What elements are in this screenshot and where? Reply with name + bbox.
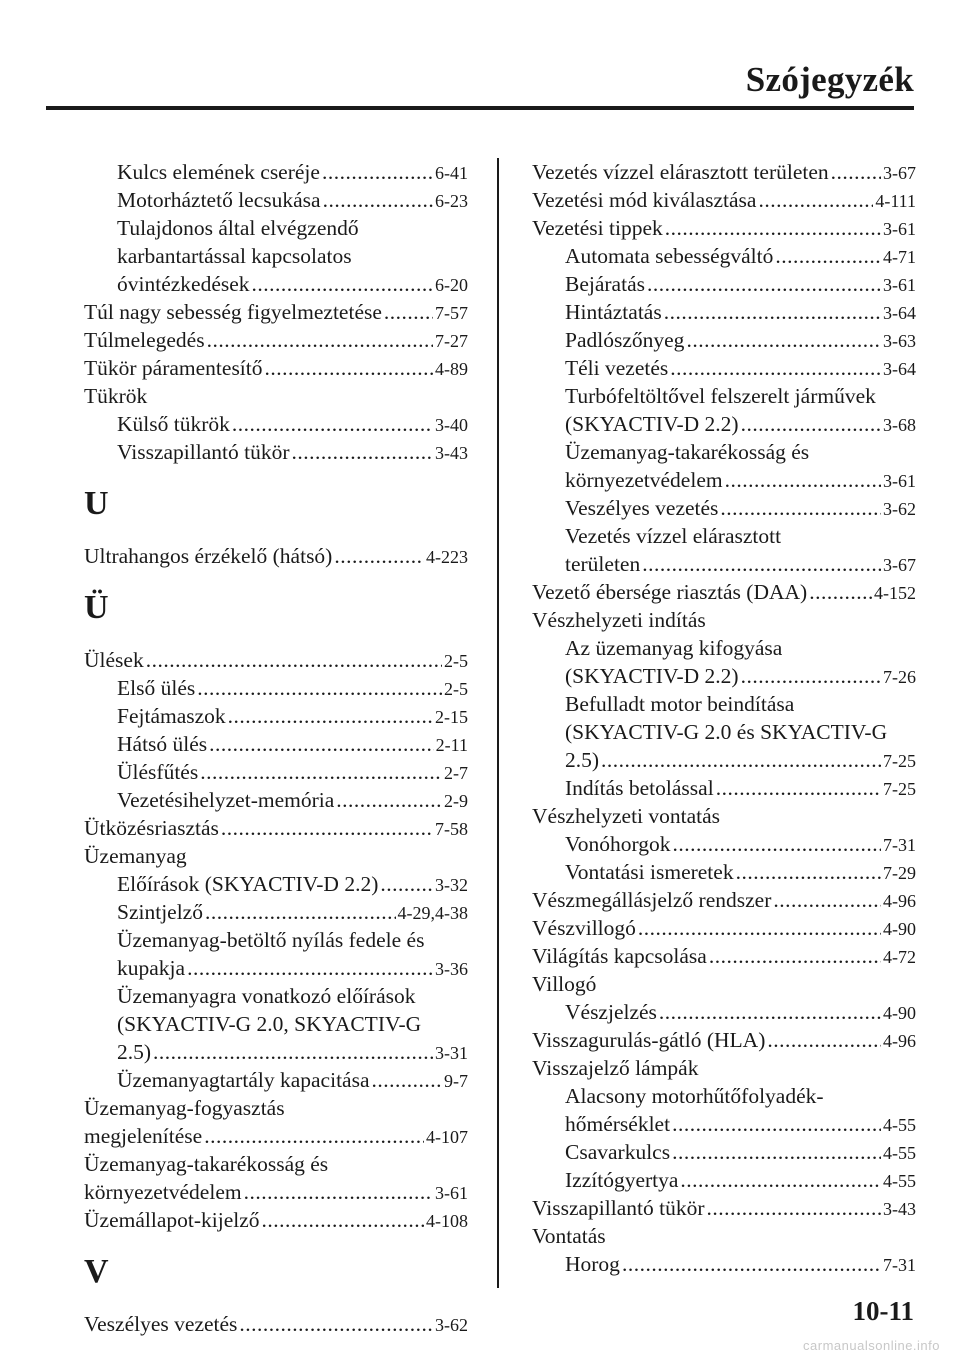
entry-page-ref: 6-41 xyxy=(435,163,468,183)
dot-leader xyxy=(336,786,442,814)
index-entry xyxy=(84,410,468,438)
index-entry xyxy=(532,998,916,1026)
dot-leader xyxy=(659,998,881,1026)
entry-label: hőmérséklet xyxy=(565,1112,671,1136)
dot-leader xyxy=(146,646,442,674)
index-entry xyxy=(84,1122,468,1150)
entry-page-ref: 3-64 xyxy=(883,303,916,323)
dot-leader xyxy=(372,1066,443,1094)
dot-leader xyxy=(197,674,442,702)
dot-leader xyxy=(187,954,433,982)
entry-page-ref: 2-5 xyxy=(444,679,468,699)
entry-page-ref: 3-67 xyxy=(883,163,916,183)
index-heading: Tükrök xyxy=(84,384,148,408)
column-divider xyxy=(497,158,499,1288)
entry-label: megjelenítése xyxy=(84,1124,203,1148)
index-entry xyxy=(532,746,916,774)
index-entry xyxy=(84,542,468,570)
dot-leader xyxy=(200,758,442,786)
index-entry xyxy=(532,662,916,690)
entry-label: óvintézkedések xyxy=(117,272,250,296)
entry-label: Automata sebességváltó xyxy=(565,244,774,268)
index-heading: karbantartással kapcsolatos xyxy=(117,244,352,268)
entry-label: Izzítógyertya xyxy=(565,1168,679,1192)
entry-page-ref: 3-36 xyxy=(435,959,468,979)
dot-leader xyxy=(204,1122,424,1150)
index-entry xyxy=(532,914,916,942)
entry-page-ref: 7-25 xyxy=(883,751,916,771)
entry-page-ref: 2-5 xyxy=(444,651,468,671)
entry-page-ref: 4-96 xyxy=(883,1031,916,1051)
entry-label: Ultrahangos érzékelő (hátsó) xyxy=(84,544,333,568)
entry-label: környezetvédelem xyxy=(565,468,723,492)
index-heading: Üzemanyagra vonatkozó előírások xyxy=(117,984,416,1008)
entry-label: Ütközésriasztás xyxy=(84,816,219,840)
dot-leader xyxy=(673,830,881,858)
header-rule xyxy=(46,106,914,110)
dot-leader xyxy=(670,354,881,382)
dot-leader xyxy=(323,186,433,214)
entry-page-ref: 2-11 xyxy=(435,735,468,755)
index-entry xyxy=(532,1166,916,1194)
dot-leader xyxy=(672,1110,881,1138)
page-title: Szójegyzék xyxy=(745,60,914,99)
entry-label: Vezetési tippek xyxy=(532,216,663,240)
entry-page-ref: 2-9 xyxy=(444,791,468,811)
index-entry xyxy=(532,550,916,578)
entry-label: Túl nagy sebesség figyelmeztetése xyxy=(84,300,382,324)
index-entry xyxy=(84,702,468,730)
entry-page-ref: 3-43 xyxy=(435,443,468,463)
entry-label: Első ülés xyxy=(117,676,196,700)
index-entry xyxy=(84,158,468,186)
entry-label: Hátsó ülés xyxy=(117,732,208,756)
index-entry xyxy=(532,1026,916,1054)
index-entry xyxy=(84,438,468,466)
watermark: carmanualsonline.info xyxy=(803,1338,940,1353)
index-heading: Alacsony motorhűtőfolyadék- xyxy=(565,1084,824,1108)
index-entry xyxy=(532,578,916,606)
index-entry xyxy=(532,214,916,242)
entry-label: Üzemállapot-kijelző xyxy=(84,1208,260,1232)
index-entry xyxy=(84,298,468,326)
dot-leader xyxy=(380,870,433,898)
dot-leader xyxy=(232,410,433,438)
dot-leader xyxy=(665,214,881,242)
entry-page-ref: 7-27 xyxy=(435,331,468,351)
index-entry xyxy=(84,354,468,382)
index-heading: Üzemanyag-takarékosság és xyxy=(84,1152,329,1176)
section-letter: U xyxy=(84,485,109,522)
entry-label: Téli vezetés xyxy=(565,356,669,380)
entry-page-ref: 3-68 xyxy=(883,415,916,435)
index-entry xyxy=(84,870,468,898)
entry-page-ref: 4-223 xyxy=(426,547,468,567)
entry-page-ref: 3-62 xyxy=(883,499,916,519)
entry-label: kupakja xyxy=(117,956,186,980)
entry-page-ref: 3-31 xyxy=(435,1043,468,1063)
dot-leader xyxy=(686,326,881,354)
entry-label: területen xyxy=(565,552,641,576)
entry-label: környezetvédelem xyxy=(84,1180,242,1204)
entry-page-ref: 4-108 xyxy=(426,1211,468,1231)
index-heading: Befulladt motor beindítása xyxy=(565,692,795,716)
index-heading: Üzemanyag xyxy=(84,844,187,868)
entry-label: Visszapillantó tükör xyxy=(532,1196,705,1220)
entry-label: Kulcs elemének cseréje xyxy=(117,160,320,184)
entry-label: Túlmelegedés xyxy=(84,328,205,352)
index-entry xyxy=(532,298,916,326)
index-entry xyxy=(84,1178,468,1206)
index-entry xyxy=(84,1066,468,1094)
dot-leader xyxy=(709,942,881,970)
dot-leader xyxy=(642,550,881,578)
index-heading: Üzemanyag-betöltő nyílás fedele és xyxy=(117,928,425,952)
dot-leader xyxy=(622,1250,881,1278)
entry-page-ref: 4-152 xyxy=(874,583,916,603)
entry-label: Vontatási ismeretek xyxy=(565,860,734,884)
dot-leader xyxy=(716,774,881,802)
entry-page-ref: 3-61 xyxy=(435,1183,468,1203)
entry-page-ref: 3-67 xyxy=(883,555,916,575)
index-entry xyxy=(532,354,916,382)
dot-leader xyxy=(775,242,881,270)
index-entry xyxy=(532,494,916,522)
index-column-left xyxy=(84,158,468,1338)
entry-label: Hintáztatás xyxy=(565,300,662,324)
index-entry xyxy=(84,270,468,298)
dot-leader xyxy=(221,814,433,842)
entry-label: 2.5) xyxy=(117,1040,152,1064)
entry-page-ref: 2-7 xyxy=(444,763,468,783)
entry-label: Csavarkulcs xyxy=(565,1140,671,1164)
index-heading: Tulajdonos által elvégzendő xyxy=(117,216,359,240)
entry-label: Horog xyxy=(565,1252,620,1276)
index-entry xyxy=(84,786,468,814)
index-entry xyxy=(532,270,916,298)
dot-leader xyxy=(638,914,881,942)
index-entry xyxy=(532,830,916,858)
index-entry xyxy=(532,242,916,270)
entry-page-ref: 7-25 xyxy=(883,779,916,799)
index-heading: Vontatás xyxy=(532,1224,606,1248)
entry-label: Visszapillantó tükör xyxy=(117,440,290,464)
dot-leader xyxy=(767,1026,881,1054)
index-heading: Üzemanyag-takarékosság és xyxy=(565,440,810,464)
entry-label: Vezetési mód kiválasztása xyxy=(532,188,757,212)
dot-leader xyxy=(291,438,433,466)
entry-label: Vezetés vízzel elárasztott területen xyxy=(532,160,829,184)
entry-page-ref: 4-89 xyxy=(435,359,468,379)
entry-page-ref: 4-55 xyxy=(883,1171,916,1191)
index-entry xyxy=(84,674,468,702)
index-entry xyxy=(532,1194,916,1222)
entry-page-ref: 4-111 xyxy=(875,191,916,211)
entry-label: (SKYACTIV-D 2.2) xyxy=(565,664,739,688)
entry-page-ref: 7-26 xyxy=(883,667,916,687)
index-entry xyxy=(532,158,916,186)
dot-leader xyxy=(741,662,881,690)
entry-page-ref: 3-63 xyxy=(883,331,916,351)
index-entry xyxy=(532,1138,916,1166)
index-entry xyxy=(532,886,916,914)
entry-label: Motorháztető lecsukása xyxy=(117,188,321,212)
entry-page-ref: 4-107 xyxy=(426,1127,468,1147)
entry-page-ref: 7-31 xyxy=(883,835,916,855)
entry-label: (SKYACTIV-D 2.2) xyxy=(565,412,739,436)
entry-page-ref: 4-55 xyxy=(883,1143,916,1163)
dot-leader xyxy=(706,1194,881,1222)
index-entry xyxy=(84,1310,468,1338)
entry-page-ref: 4-29,4-38 xyxy=(397,903,468,923)
entry-page-ref: 3-62 xyxy=(435,1315,468,1335)
dot-leader xyxy=(809,578,872,606)
entry-page-ref: 3-40 xyxy=(435,415,468,435)
entry-page-ref: 7-58 xyxy=(435,819,468,839)
dot-leader xyxy=(647,270,881,298)
index-heading: Turbófeltöltővel felszerelt járművek xyxy=(565,384,876,408)
dot-leader xyxy=(773,886,881,914)
page-number: 10-11 xyxy=(852,1296,914,1326)
index-entry xyxy=(532,942,916,970)
index-column-right xyxy=(532,158,916,1278)
entry-label: Ülésfűtés xyxy=(117,760,199,784)
dot-leader xyxy=(244,1178,433,1206)
dot-leader xyxy=(209,730,434,758)
index-heading: Vezetés vízzel elárasztott xyxy=(565,524,782,548)
entry-label: Vészvillogó xyxy=(532,916,636,940)
index-heading: (SKYACTIV-G 2.0, SKYACTIV-G xyxy=(117,1012,422,1036)
entry-page-ref: 3-61 xyxy=(883,219,916,239)
index-entry xyxy=(84,1206,468,1234)
entry-label: Vészmegállásjelző rendszer xyxy=(532,888,772,912)
entry-label: Padlószőnyeg xyxy=(565,328,685,352)
entry-label: 2.5) xyxy=(565,748,600,772)
dot-leader xyxy=(680,1166,881,1194)
dot-leader xyxy=(205,898,396,926)
index-heading: Vészhelyzeti indítás xyxy=(532,608,706,632)
entry-label: Bejáratás xyxy=(565,272,645,296)
entry-label: Vészjelzés xyxy=(565,1000,657,1024)
entry-label: Visszagurulás-gátló (HLA) xyxy=(532,1028,766,1052)
dot-leader xyxy=(664,298,881,326)
index-entry xyxy=(532,466,916,494)
index-heading: Az üzemanyag kifogyása xyxy=(565,636,783,660)
entry-label: Ülések xyxy=(84,648,144,672)
entry-page-ref: 4-90 xyxy=(883,919,916,939)
entry-page-ref: 4-72 xyxy=(883,947,916,967)
entry-page-ref: 3-61 xyxy=(883,275,916,295)
entry-label: Világítás kapcsolása xyxy=(532,944,707,968)
index-entry xyxy=(532,410,916,438)
section-letter: Ü xyxy=(84,589,109,626)
dot-leader xyxy=(384,298,433,326)
entry-page-ref: 3-32 xyxy=(435,875,468,895)
index-entry xyxy=(532,186,916,214)
entry-page-ref: 4-71 xyxy=(883,247,916,267)
index-entry xyxy=(84,814,468,842)
dot-leader xyxy=(672,1138,881,1166)
dot-leader xyxy=(207,326,433,354)
dot-leader xyxy=(262,1206,424,1234)
index-entry xyxy=(532,1110,916,1138)
section-letter: V xyxy=(84,1253,109,1290)
dot-leader xyxy=(725,466,881,494)
entry-label: Üzemanyagtartály kapacitása xyxy=(117,1068,370,1092)
index-entry xyxy=(532,326,916,354)
index-heading: Vészhelyzeti vontatás xyxy=(532,804,721,828)
index-entry xyxy=(84,898,468,926)
dot-leader xyxy=(252,270,433,298)
dot-leader xyxy=(720,494,881,522)
index-entry xyxy=(84,646,468,674)
dot-leader xyxy=(239,1310,433,1338)
dot-leader xyxy=(334,542,424,570)
entry-page-ref: 3-61 xyxy=(883,471,916,491)
entry-label: Veszélyes vezetés xyxy=(565,496,719,520)
entry-label: Vezetésihelyzet-memória xyxy=(117,788,335,812)
entry-label: Indítás betolással xyxy=(565,776,714,800)
dot-leader xyxy=(322,158,433,186)
entry-label: Tükör páramentesítő xyxy=(84,356,263,380)
index-entry xyxy=(84,954,468,982)
entry-label: Veszélyes vezetés xyxy=(84,1312,238,1336)
entry-page-ref: 4-96 xyxy=(883,891,916,911)
entry-page-ref: 7-57 xyxy=(435,303,468,323)
dot-leader xyxy=(758,186,873,214)
entry-page-ref: 7-29 xyxy=(883,863,916,883)
dot-leader xyxy=(153,1038,433,1066)
entry-label: Vonóhorgok xyxy=(565,832,671,856)
entry-page-ref: 4-55 xyxy=(883,1115,916,1135)
entry-label: Előírások (SKYACTIV-D 2.2) xyxy=(117,872,379,896)
index-entry xyxy=(532,1250,916,1278)
index-entry xyxy=(84,1038,468,1066)
index-heading: (SKYACTIV-G 2.0 és SKYACTIV-G xyxy=(565,720,888,744)
dot-leader xyxy=(601,746,881,774)
entry-label: Fejtámaszok xyxy=(117,704,226,728)
entry-label: Külső tükrök xyxy=(117,412,230,436)
index-entry xyxy=(532,774,916,802)
index-entry xyxy=(84,186,468,214)
index-heading: Visszajelző lámpák xyxy=(532,1056,699,1080)
entry-page-ref: 3-64 xyxy=(883,359,916,379)
entry-page-ref: 7-31 xyxy=(883,1255,916,1275)
entry-page-ref: 9-7 xyxy=(444,1071,468,1091)
index-heading: Villogó xyxy=(532,972,597,996)
entry-page-ref: 4-90 xyxy=(883,1003,916,1023)
index-entry xyxy=(84,326,468,354)
entry-page-ref: 6-20 xyxy=(435,275,468,295)
index-entry xyxy=(84,730,468,758)
index-heading: Üzemanyag-fogyasztás xyxy=(84,1096,285,1120)
entry-label: Vezető ébersége riasztás (DAA) xyxy=(532,580,808,604)
dot-leader xyxy=(228,702,433,730)
entry-label: Szintjelző xyxy=(117,900,203,924)
dot-leader xyxy=(831,158,881,186)
entry-page-ref: 6-23 xyxy=(435,191,468,211)
index-entry xyxy=(84,758,468,786)
dot-leader xyxy=(736,858,881,886)
entry-page-ref: 2-15 xyxy=(435,707,468,727)
dot-leader xyxy=(741,410,881,438)
index-entry xyxy=(532,858,916,886)
dot-leader xyxy=(265,354,433,382)
entry-page-ref: 3-43 xyxy=(883,1199,916,1219)
